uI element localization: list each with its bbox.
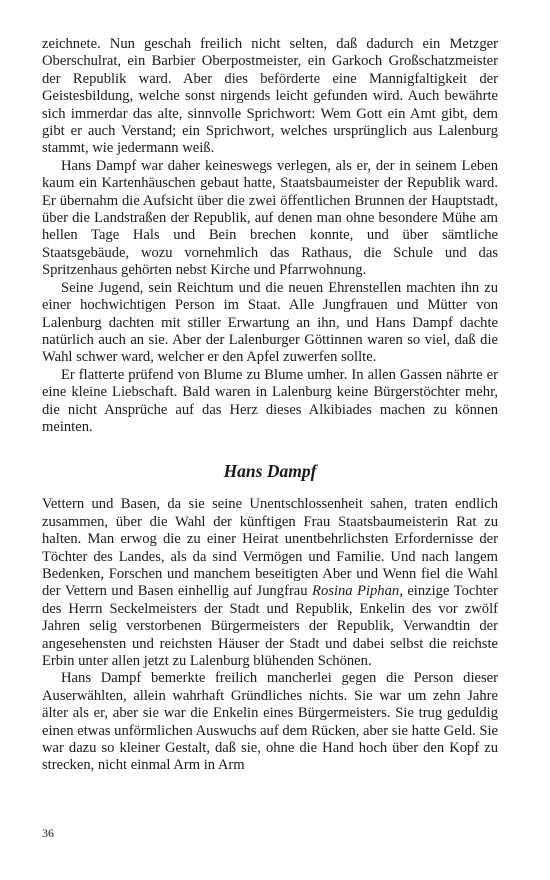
paragraph-hans-dampf-architect: Hans Dampf war daher keineswegs verlegen, als er, der in seinem Leben kaum ein Kartenhäuschen gebaut hatte, Staatsbaumeister der Republik ward. Er übernahm die Aufsicht über die zwei öffentlichen Brunnen der Hauptstadt, über die Landstraßen der Republik, auf denen man ohne besondere Mühe am hellen Tage Hals und Bein brechen konnte, und über sämtliche Staatsgebäude, wozu vornehmlich das Rathaus, die Schule und das Spritzenhaus gehörten nebst Kirche und Pfarrwohnung. — [42, 157, 498, 279]
paragraph-flirting: Er flatterte prüfend von Blume zu Blume umher. In allen Gassen nährte er eine kleine Liebschaft. Bald waren in Lalenburg keine Bürgerstöchter mehr, die nicht Ansprüche auf das Herz dieses Alkibiades machen zu können meinten. — [42, 366, 498, 435]
paragraph-objections: Hans Dampf bemerkte freilich mancherlei gegen die Person dieser Auserwählten, allein wahrhaft Gründliches nichts. Sie war um zehn Jahre älter als er, aber sie war die Enkelin eines Bürgermeisters. Sie trug geduldig einen etwas unförmlichen Auswuchs auf dem Rücken, aber sie hatte Geld. Sie war dazu so kleiner Gestalt, daß sie, ohne die Hand hoch über den Kopf zu strecken, nicht einmal Arm in Arm — [42, 670, 498, 774]
book-page — [42, 36, 498, 775]
paragraph-family-council — [42, 496, 498, 670]
section-heading: Hans Dampf — [223, 461, 317, 482]
paragraph-youth-wealth: Seine Jugend, sein Reichtum und die neuen Ehrenstellen machten ihn zu einer hochwichtigen Person im Staat. Alle Jungfrauen und Mütter von Lalenburg dachten mit stiller Erwartung an ihn, und Hans Dampf dachte natürlich auch an sie. Aber der Lalenburger Göttinnen waren so viel, daß die Wahl schwer ward, welcher er den Apfel zuwerfen sollte. — [42, 279, 498, 366]
paragraph-continued: zeichnete. Nun geschah freilich nicht selten, daß dadurch ein Metzger Oberschulrat, ein Barbier Oberpostmeister, ein Garkoch Großschatzmeister der Republik ward. Aber dies beförderte eine Mannigfaltigkeit der Geistesbildung, welche sonst nirgends leicht gefunden wird. Auch bewährte sich immerdar das alte, sinnvolle Sprichwort: Wem Gott ein Amt gibt, dem gibt er auch Verstand; ein Sprichwort, welches ursprünglich aus Lalenburg stammt, wie jedermann weiß. — [42, 36, 498, 157]
paragraph-text-before-name: Vettern und Basen, da sie seine Unentschlossenheit sahen, traten endlich zusammen, über die Wahl der künftigen Frau Staatsbaumeisterin Rat zu halten. Man erwog die zu einer Heirat unentbehrlichsten Erfordernisse der Töchter des Landes, als da sind Vermögen und Familie. Und nach langem Bedenken, Forschen und manchem beseitigten Aber und Wenn fiel die Wahl der Vettern und Basen einhellig auf Jungfrau — [42, 496, 498, 600]
page-number: 36 — [42, 826, 54, 840]
paragraph-text-after-name: einzige Tochter des Herrn Seckelmeisters der Stadt und Republik, Enkelin des vor zwölf Jahren selig verstorbenen Bürgermeisters der Republik, Verwandtin der angesehensten und reichsten Häuser der Stadt und dabei selbst die reichste Erbin unter allen jetzt zu Lalenburg blühenden Schönen. — [42, 583, 499, 669]
bride-name: Rosina Piphan, — [312, 583, 403, 600]
